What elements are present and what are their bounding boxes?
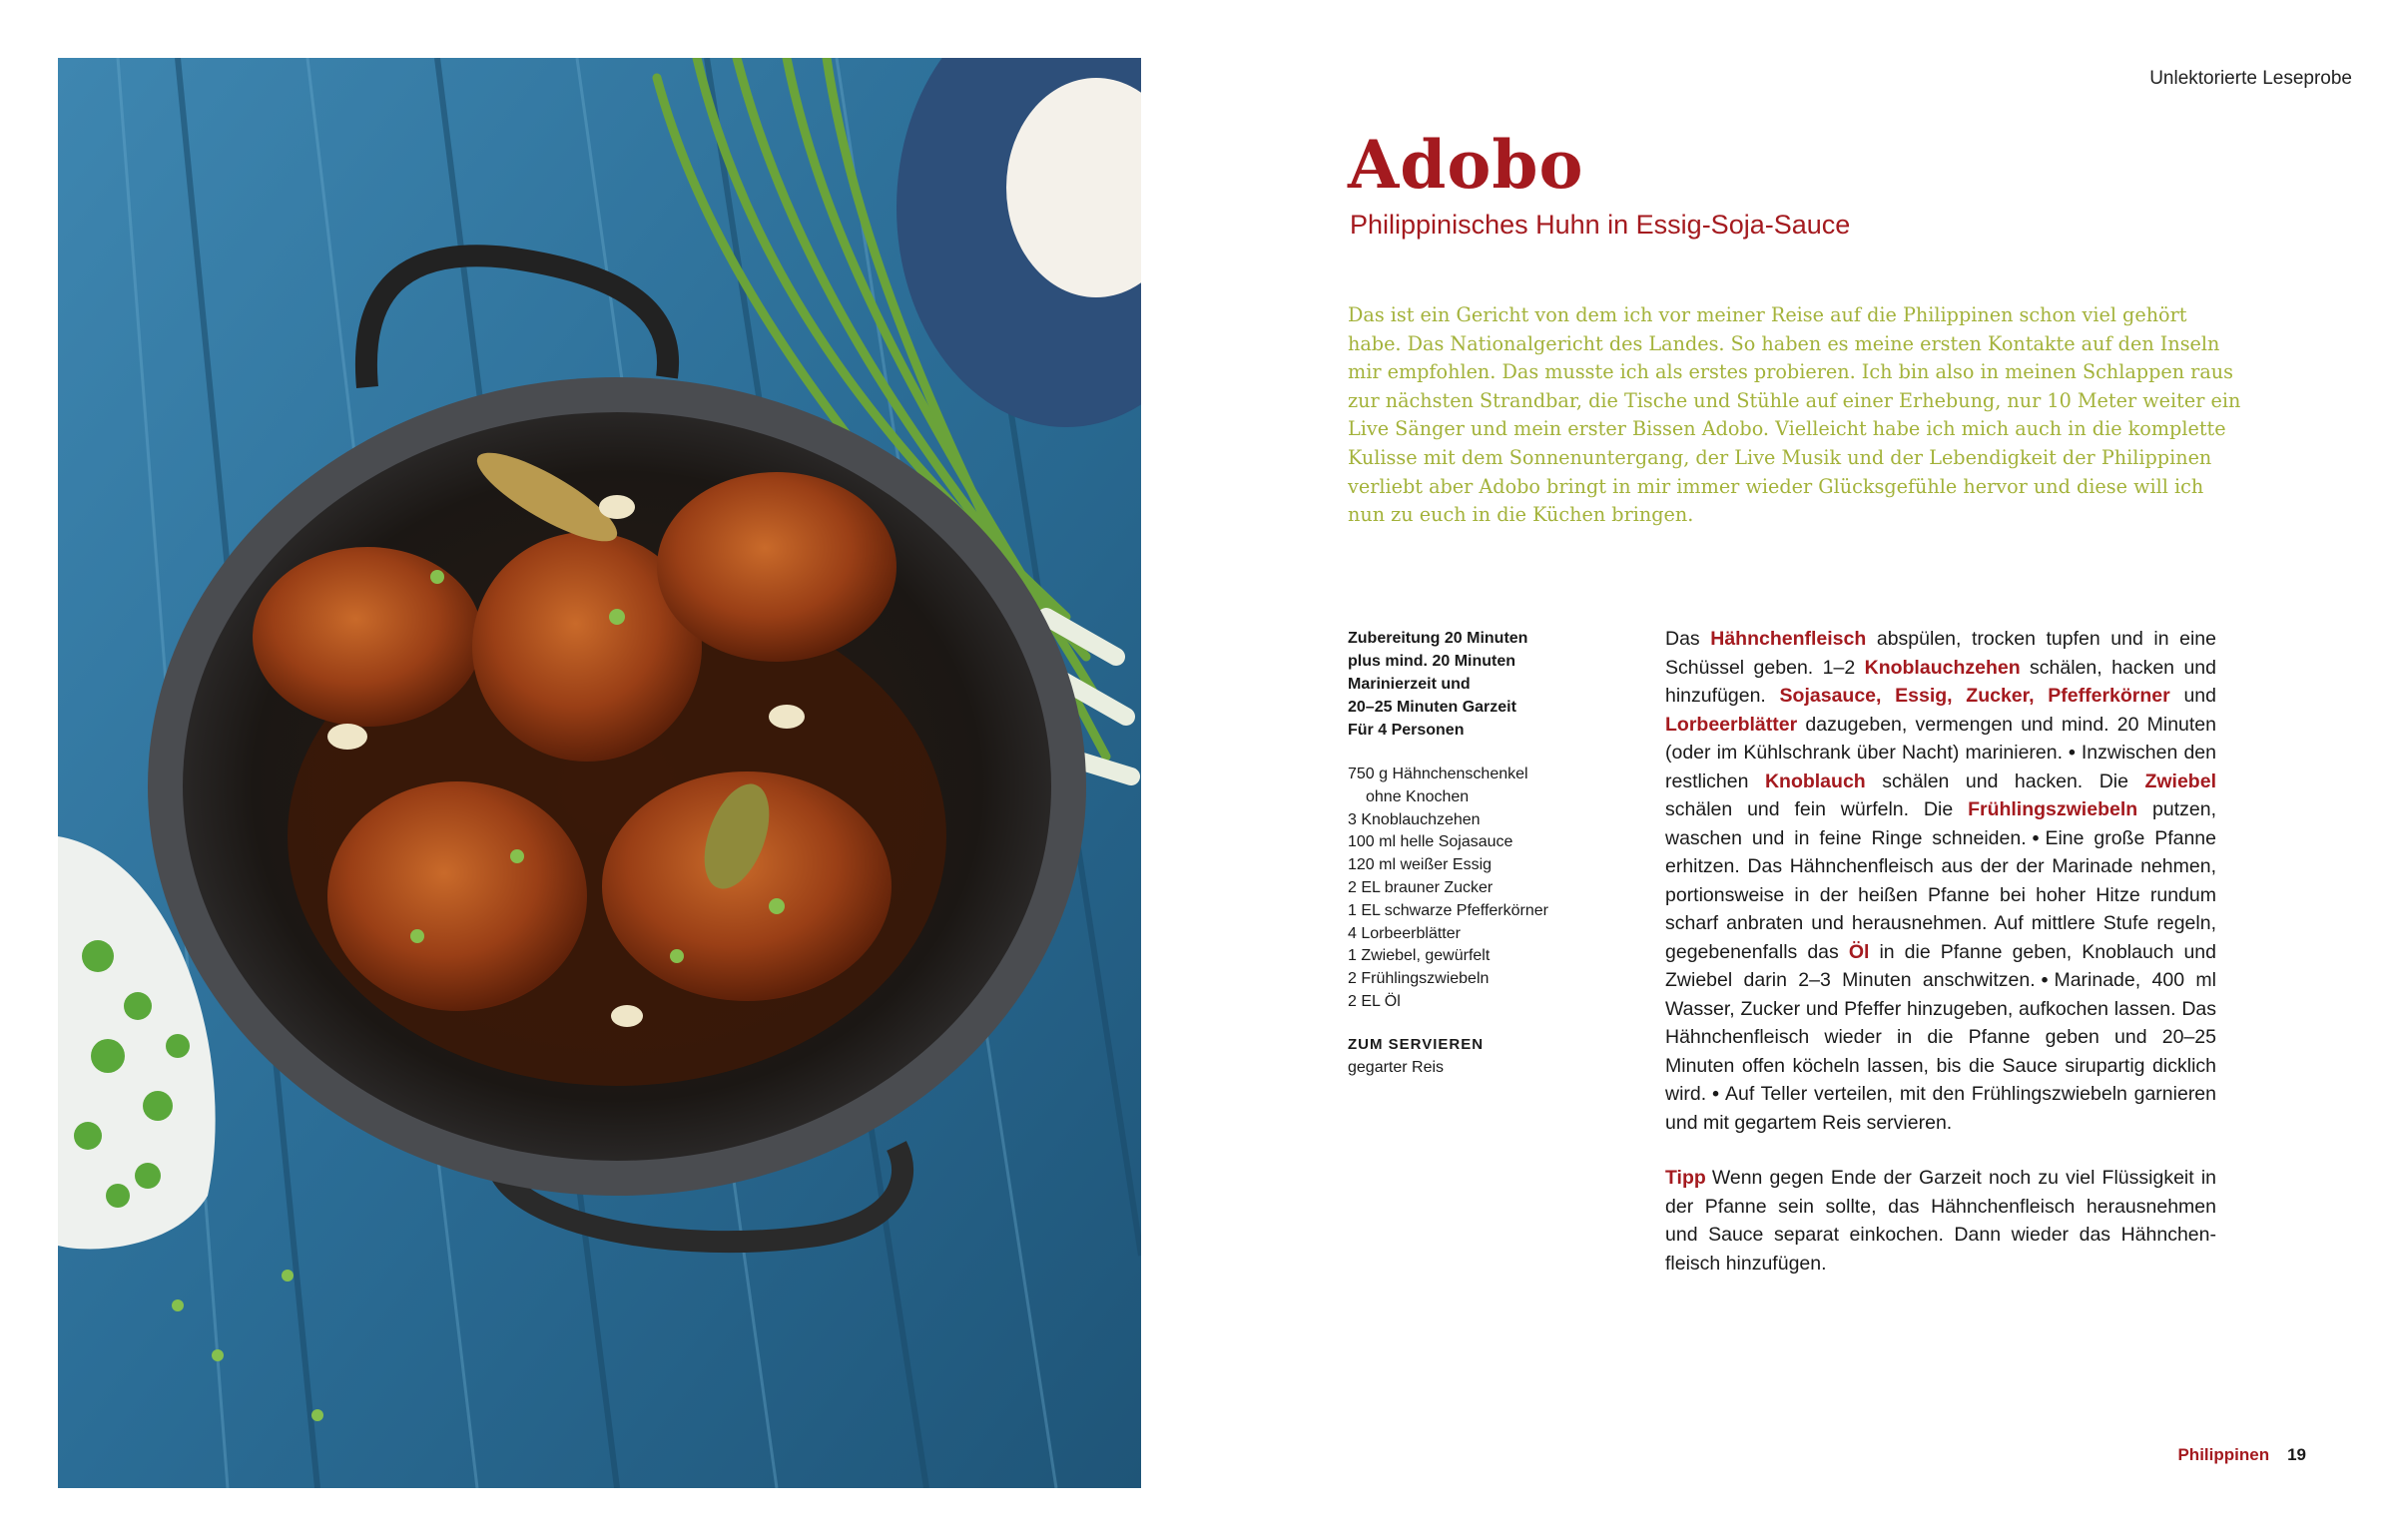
chapter-name: Philippinen bbox=[2177, 1445, 2270, 1464]
method-segment: Auf Teller verteilen, mit den Frühlingszwiebeln garnieren und mit gegartem Reis servieren. bbox=[1665, 1083, 2216, 1134]
ingredient-highlight: Öl bbox=[1848, 940, 1870, 963]
page-number: 19 bbox=[2287, 1445, 2306, 1464]
method-segment: in die Pfanne geben, Knoblauch und Zwiebel darin 2–3 Minuten anschwitzen. bbox=[1665, 940, 2216, 991]
ingredient-highlight: Knoblauchzehen bbox=[1864, 656, 2021, 679]
ingredient-highlight: Frühlingszwiebeln bbox=[1968, 798, 2138, 820]
food-photo-illustration bbox=[58, 58, 1141, 1488]
ingredient-item: 2 EL Öl bbox=[1348, 992, 1401, 1010]
method-segment: Das bbox=[1665, 628, 1711, 650]
recipe-subtitle: Philippinisches Huhn in Essig-Soja-Sauce bbox=[1350, 210, 1851, 240]
meta-line: 20–25 Minuten Garzeit bbox=[1348, 699, 1516, 716]
method-text bbox=[1665, 625, 2216, 1137]
method-segment: putzen, waschen und in feine Ringe schneiden. bbox=[1665, 798, 2216, 849]
ingredient-item: 1 Zwiebel, gewürfelt bbox=[1348, 947, 1491, 965]
method-segment: schälen, hacken und hinzufügen. bbox=[1665, 656, 2216, 707]
page-footer bbox=[2177, 1445, 2306, 1465]
ingredient-highlight: Zwiebel bbox=[2144, 770, 2216, 792]
ingredient-list bbox=[1348, 764, 1637, 1014]
method-segment: Marinade, 400 ml Wasser, Zucker und Pfeffer hinzugeben, aufkochen lassen. Das Hähnchenfleisch wieder in die Pfanne geben und 20–25 Minuten offen köcheln lassen, bis die Sauce sirupartig dicklich wird. bbox=[1665, 969, 2216, 1105]
meta-line: plus mind. 20 Minuten bbox=[1348, 653, 1516, 670]
ingredient-item: 100 ml helle Sojasauce bbox=[1348, 833, 1513, 851]
method-segment: schälen und fein würfeln. Die bbox=[1665, 798, 1969, 820]
serve-label: ZUM SERVIEREN bbox=[1348, 1036, 1485, 1053]
ingredient-item: 1 EL schwarze Pfefferkörner bbox=[1348, 901, 1548, 919]
meta-line: Zubereitung 20 Minuten bbox=[1348, 630, 1528, 647]
ingredient-item: ohne Knochen bbox=[1366, 787, 1470, 805]
header-note: Unlektorierte Leseprobe bbox=[2149, 68, 2352, 89]
food-photo bbox=[58, 58, 1141, 1488]
ingredient-highlight: Lorbeerblätter bbox=[1665, 713, 1798, 736]
ingredient-highlight: Hähnchenfleisch bbox=[1710, 628, 1867, 650]
ingredient-item: 4 Lorbeerblätter bbox=[1348, 924, 1461, 942]
tip-text: Wenn gegen Ende der Garzeit noch zu viel Flüssigkeit in der Pfanne sein sollte, das Hähnchenfleisch herausnehmen und Sauce separat einkochen. Dann wieder das Hähnchenfleisch hinzufügen. bbox=[1665, 1167, 2216, 1275]
step-bullet: • bbox=[2041, 969, 2049, 991]
ingredient-item: 120 ml weißer Essig bbox=[1348, 856, 1493, 874]
step-bullet: • bbox=[1712, 1083, 1719, 1105]
ingredient-item: 750 g Hähnchenschenkel bbox=[1348, 766, 1528, 782]
method-segment: Inzwischen den restlichen bbox=[1665, 742, 2216, 792]
tip-label: Tipp bbox=[1665, 1167, 1706, 1189]
ingredient-item: 2 Frühlingszwiebeln bbox=[1348, 970, 1490, 988]
method-segment: Eine große Pfanne erhitzen. Das Hähnchenfleisch aus der der Marinade nehmen, portionsweise in der heißen Pfanne bei hoher Hitze rundum scharf anbraten und herausnehmen. Auf mittlere Stufe regeln, gegebenenfalls das bbox=[1665, 826, 2217, 963]
method-segment: abspülen, trocken tupfen und in eine Schüssel geben. 1–2 bbox=[1665, 628, 2216, 679]
meta-line: Marinierzeit und bbox=[1348, 676, 1471, 693]
step-bullet: • bbox=[2032, 826, 2040, 849]
ingredient-item: 3 Knoblauchzehen bbox=[1348, 810, 1481, 828]
ingredient-item: 2 EL brauner Zucker bbox=[1348, 878, 1494, 896]
step-bullet: • bbox=[2069, 742, 2076, 764]
ingredient-highlight: Sojasauce, Essig, Zucker, Pfefferkörner bbox=[1779, 685, 2170, 707]
method-segment: schälen und hacken. Die bbox=[1865, 770, 2145, 792]
method-segment: dazugeben, vermengen und mind. 20 Minuten (oder im Kühlschrank über Nacht) marinieren. bbox=[1665, 713, 2216, 764]
recipe-intro: Das ist ein Gericht von dem ich vor meiner Reise auf die Philippinen schon viel gehört habe. Das Nationalgericht des Landes. So haben es meine ersten Kontakte auf den Inseln mir empfohlen. Das musste ich als erstes probieren. Ich bin also in meinen Schlappen raus zur nächsten Strandbar, die Tische und Stühle auf einer Erhebung, nur 10 Meter weiter ein Live Sänger und mein erster Bissen Adobo. Vielleicht habe ich mich auch in die komplette Kulisse mit dem Sonnenuntergang, der Live Musik und der Lebendigkeit der Philippinen verliebt aber Adobo bringt in mir immer wieder Glücksgefühle hervor und diese will ich nun zu euch in die Küchen bringen. bbox=[1348, 303, 2241, 527]
ingredient-highlight: Knoblauch bbox=[1764, 770, 1866, 792]
serve-item: gegarter Reis bbox=[1348, 1059, 1445, 1076]
tip-paragraph bbox=[1665, 1164, 2216, 1278]
recipe-meta bbox=[1348, 627, 1617, 742]
method-segment: und bbox=[2169, 685, 2216, 707]
meta-line: Für 4 Personen bbox=[1348, 722, 1465, 739]
recipe-title: Adobo bbox=[1348, 126, 1584, 204]
